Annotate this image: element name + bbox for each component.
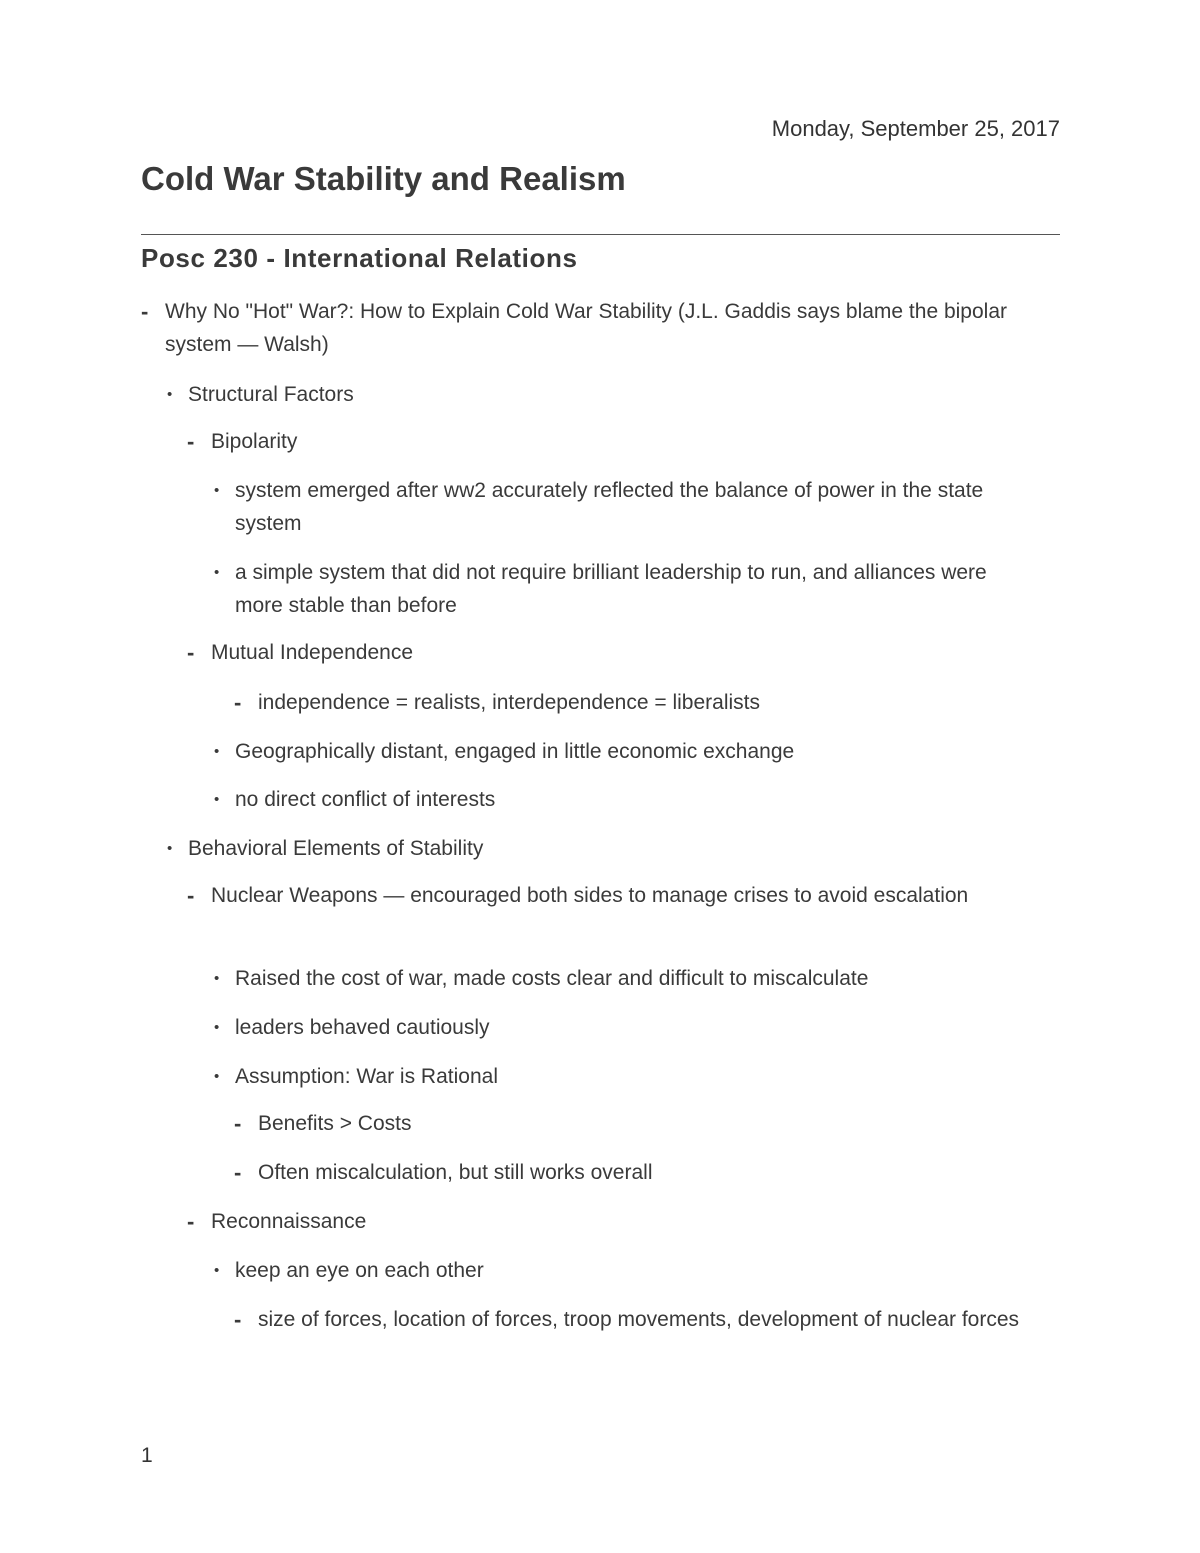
outline-item [214, 1254, 1035, 1287]
dash-marker: - [187, 429, 195, 454]
outline-item [187, 425, 1011, 458]
outline-item-text: Behavioral Elements of Stability [188, 837, 484, 860]
bullet-marker: • [214, 482, 220, 499]
outline-item [234, 1107, 1058, 1140]
bullet-marker: • [214, 1262, 220, 1279]
outline-item [167, 832, 988, 865]
outline-item [141, 295, 1045, 361]
outline-item [214, 962, 1035, 995]
page-number: 1 [141, 1444, 153, 1467]
outline-item [214, 735, 1035, 768]
outline-item-text: independence = realists, interdependence = liberalists [258, 691, 761, 714]
outline-item-text: leaders behaved cautiously [235, 1016, 490, 1039]
outline-item-text: no direct conflict of interests [235, 788, 496, 811]
outline-item-text: Nuclear Weapons — encouraged both sides to manage crises to avoid escalation [211, 884, 969, 907]
dash-marker: - [187, 883, 195, 908]
outline-item-text: Bipolarity [211, 430, 298, 453]
outline-item-text: Why No "Hot" War?: How to Explain Cold War Stability (J.L. Gaddis says blame the bipolar system — Walsh) [165, 300, 1007, 356]
outline-item-text: Structural Factors [188, 383, 354, 406]
outline-item-text: Raised the cost of war, made costs clear and difficult to miscalculate [235, 967, 869, 990]
outline-item-text: keep an eye on each other [235, 1259, 484, 1282]
outline-item [234, 1303, 1058, 1336]
course-subtitle: Posc 230 - International Relations [141, 243, 578, 273]
outline-item [214, 556, 1035, 622]
outline-item [167, 378, 988, 411]
dash-marker: - [234, 690, 242, 715]
dash-marker: - [234, 1160, 242, 1185]
page-title: Cold War Stability and Realism [141, 160, 626, 197]
outline-item-text: Geographically distant, engaged in little economic exchange [235, 740, 795, 763]
dash-marker: - [234, 1307, 242, 1332]
outline-item-text: Often miscalculation, but still works overall [258, 1161, 653, 1184]
outline-item-text: Benefits > Costs [258, 1112, 412, 1135]
outline-item [214, 474, 1035, 540]
outline-item [187, 1205, 1011, 1238]
outline-item-text: Mutual Independence [211, 641, 413, 664]
outline-item [214, 1060, 1035, 1093]
bullet-marker: • [214, 791, 220, 808]
bullet-marker: • [214, 564, 220, 581]
outline-item-text: size of forces, location of forces, troop movements, development of nuclear forces [258, 1308, 1020, 1331]
bullet-marker: • [214, 1068, 220, 1085]
dash-marker: - [187, 1209, 195, 1234]
dash-marker: - [141, 299, 149, 324]
outline-item [187, 879, 971, 912]
outline-item-text: system emerged after ww2 accurately reflected the balance of power in the state system [235, 479, 984, 535]
title-divider [141, 234, 1060, 235]
outline-item [234, 686, 1058, 719]
outline-item [214, 783, 1035, 816]
document-date: Monday, September 25, 2017 [771, 116, 1060, 141]
outline-item [234, 1156, 1058, 1189]
bullet-marker: • [214, 970, 220, 987]
outline-item-text: Reconnaissance [211, 1210, 367, 1233]
outline-item-text: Assumption: War is Rational [235, 1065, 498, 1088]
outline-item [214, 1011, 1035, 1044]
bullet-marker: • [214, 1019, 220, 1036]
dash-marker: - [187, 640, 195, 665]
bullet-marker: • [214, 743, 220, 760]
outline-item [187, 636, 1011, 669]
dash-marker: - [234, 1111, 242, 1136]
bullet-marker: • [167, 840, 173, 857]
outline-item-text: a simple system that did not require brilliant leadership to run, and alliances were more stable than before [235, 561, 987, 617]
bullet-marker: • [167, 386, 173, 403]
